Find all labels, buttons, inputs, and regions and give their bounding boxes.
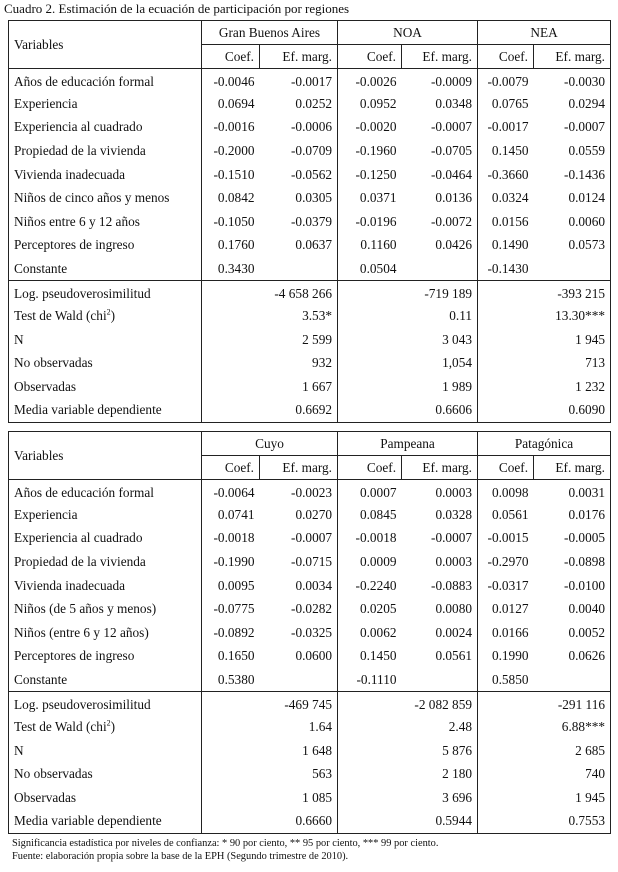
stat-value: 3 043 bbox=[338, 328, 478, 352]
ef-marg-header: Ef. marg. bbox=[402, 456, 478, 480]
ef-marg-value: 0.0559 bbox=[534, 139, 611, 163]
stat-row bbox=[9, 281, 611, 305]
ef-marg-value: 0.0328 bbox=[402, 503, 478, 527]
stat-value: 0.6692 bbox=[202, 399, 338, 423]
stat-label bbox=[9, 375, 202, 399]
ef-marg-value: 0.0348 bbox=[402, 92, 478, 116]
coef-value: -0.1990 bbox=[202, 550, 260, 574]
coef-value: -0.1960 bbox=[338, 139, 402, 163]
ef-marg-value: -0.0325 bbox=[260, 621, 338, 645]
stat-label bbox=[9, 786, 202, 810]
coef-value: 0.0845 bbox=[338, 503, 402, 527]
ef-marg-value: -0.0023 bbox=[260, 480, 338, 504]
variables-header: Variables bbox=[9, 432, 202, 480]
coef-value: 0.5850 bbox=[478, 668, 534, 692]
stat-value: 3.53* bbox=[202, 304, 338, 328]
regression-table-2 bbox=[8, 431, 611, 834]
stat-value: 713 bbox=[478, 352, 611, 376]
coef-header: Coef. bbox=[202, 456, 260, 480]
stat-label-text: Observadas bbox=[14, 790, 77, 806]
coef-header: Coef. bbox=[478, 45, 534, 69]
ef-marg-value: -0.0017 bbox=[260, 69, 338, 93]
ef-marg-value: -0.0100 bbox=[534, 574, 611, 598]
ef-marg-value bbox=[260, 257, 338, 281]
ef-marg-value: 0.0426 bbox=[402, 234, 478, 258]
ef-marg-value: -0.0715 bbox=[260, 550, 338, 574]
coef-value: 0.3430 bbox=[202, 257, 260, 281]
stat-value: 2 685 bbox=[478, 739, 611, 763]
table-row bbox=[9, 92, 611, 116]
coef-value: -0.0317 bbox=[478, 574, 534, 598]
coef-value: -0.2240 bbox=[338, 574, 402, 598]
ef-marg-value bbox=[260, 668, 338, 692]
ef-marg-value: 0.0024 bbox=[402, 621, 478, 645]
stat-value: 1 945 bbox=[478, 786, 611, 810]
coef-value: 0.0741 bbox=[202, 503, 260, 527]
variable-label: Experiencia al cuadrado bbox=[9, 527, 202, 551]
ef-marg-value: 0.0034 bbox=[260, 574, 338, 598]
stat-value: -719 189 bbox=[338, 281, 478, 305]
region-header: NOA bbox=[338, 21, 478, 45]
ef-marg-value bbox=[534, 257, 611, 281]
stat-row bbox=[9, 352, 611, 376]
coef-value: 0.0371 bbox=[338, 186, 402, 210]
coef-value: 0.5380 bbox=[202, 668, 260, 692]
variable-label: Constante bbox=[9, 668, 202, 692]
ef-marg-value: -0.0007 bbox=[402, 116, 478, 140]
coef-value: 0.0324 bbox=[478, 186, 534, 210]
table-row bbox=[9, 621, 611, 645]
ef-marg-value: -0.0007 bbox=[534, 116, 611, 140]
stat-row bbox=[9, 375, 611, 399]
coef-value: -0.0026 bbox=[338, 69, 402, 93]
region-header: Pampeana bbox=[338, 432, 478, 456]
coef-value: 0.0166 bbox=[478, 621, 534, 645]
table-row bbox=[9, 116, 611, 140]
stat-row bbox=[9, 399, 611, 423]
table-row bbox=[9, 550, 611, 574]
coef-value: -0.0018 bbox=[202, 527, 260, 551]
ef-marg-value: -0.0005 bbox=[534, 527, 611, 551]
stat-label bbox=[9, 739, 202, 763]
stat-label-text: No observadas bbox=[14, 766, 93, 782]
stat-value: 1,054 bbox=[338, 352, 478, 376]
coef-value: 0.0007 bbox=[338, 480, 402, 504]
ef-marg-value: -0.0709 bbox=[260, 139, 338, 163]
table-row bbox=[9, 480, 611, 504]
variable-label: Propiedad de la vivienda bbox=[9, 139, 202, 163]
coef-value: -0.2970 bbox=[478, 550, 534, 574]
regression-table-1 bbox=[8, 20, 611, 423]
ef-marg-value: 0.0294 bbox=[534, 92, 611, 116]
coef-value: 0.1990 bbox=[478, 645, 534, 669]
stat-row bbox=[9, 328, 611, 352]
region-header: Patagónica bbox=[478, 432, 611, 456]
variable-label: Experiencia bbox=[9, 503, 202, 527]
table-row bbox=[9, 186, 611, 210]
variable-label: Perceptores de ingreso bbox=[9, 234, 202, 258]
stat-row bbox=[9, 763, 611, 787]
coef-value: 0.1450 bbox=[338, 645, 402, 669]
stat-value: -291 116 bbox=[478, 692, 611, 716]
ef-marg-value: -0.0030 bbox=[534, 69, 611, 93]
stat-label bbox=[9, 304, 202, 328]
variable-label: Niños (entre 6 y 12 años) bbox=[9, 621, 202, 645]
coef-value: 0.0504 bbox=[338, 257, 402, 281]
variable-label: Vivienda inadecuada bbox=[9, 163, 202, 187]
variable-label: Niños (de 5 años y menos) bbox=[9, 597, 202, 621]
table-row bbox=[9, 163, 611, 187]
ef-marg-value: 0.0600 bbox=[260, 645, 338, 669]
variable-label: Años de educación formal bbox=[9, 480, 202, 504]
stat-label bbox=[9, 352, 202, 376]
variable-label: Perceptores de ingreso bbox=[9, 645, 202, 669]
coef-value: -0.1430 bbox=[478, 257, 534, 281]
stat-value: 2 180 bbox=[338, 763, 478, 787]
ef-marg-value bbox=[402, 257, 478, 281]
stat-value: -469 745 bbox=[202, 692, 338, 716]
table-notes bbox=[12, 837, 438, 863]
stat-value: 1 989 bbox=[338, 375, 478, 399]
coef-value: 0.0561 bbox=[478, 503, 534, 527]
ef-marg-value: 0.0252 bbox=[260, 92, 338, 116]
ef-marg-value bbox=[402, 668, 478, 692]
ef-marg-value: 0.0031 bbox=[534, 480, 611, 504]
coef-value: 0.0694 bbox=[202, 92, 260, 116]
stat-value: 932 bbox=[202, 352, 338, 376]
source-note: Fuente: elaboración propia sobre la base de la EPH (Segundo trimestre de 2010). bbox=[12, 851, 349, 862]
stat-value: 1 667 bbox=[202, 375, 338, 399]
ef-marg-value: -0.0379 bbox=[260, 210, 338, 234]
stat-value: -393 215 bbox=[478, 281, 611, 305]
coef-value: -0.0064 bbox=[202, 480, 260, 504]
stat-label-text: N bbox=[14, 331, 24, 347]
table-row bbox=[9, 139, 611, 163]
ef-marg-value: 0.0270 bbox=[260, 503, 338, 527]
stat-label-suffix: ) bbox=[110, 719, 116, 735]
ef-marg-header: Ef. marg. bbox=[402, 45, 478, 69]
ef-marg-header: Ef. marg. bbox=[260, 456, 338, 480]
ef-marg-value: -0.0007 bbox=[402, 527, 478, 551]
ef-marg-value: -0.0883 bbox=[402, 574, 478, 598]
coef-header: Coef. bbox=[202, 45, 260, 69]
stat-label-superscript: 2 bbox=[106, 718, 111, 728]
coef-value: -0.2000 bbox=[202, 139, 260, 163]
stat-label-text: Media variable dependiente bbox=[14, 402, 162, 418]
coef-value: 0.0952 bbox=[338, 92, 402, 116]
coef-header: Coef. bbox=[338, 456, 402, 480]
stat-label bbox=[9, 715, 202, 739]
stat-label-text: Test de Wald (chi bbox=[14, 308, 107, 324]
coef-value: -0.1510 bbox=[202, 163, 260, 187]
ef-marg-value: -0.0562 bbox=[260, 163, 338, 187]
ef-marg-value: -0.0007 bbox=[260, 527, 338, 551]
variables-header: Variables bbox=[9, 21, 202, 69]
stat-value: 0.7553 bbox=[478, 810, 611, 834]
variable-label: Años de educación formal bbox=[9, 69, 202, 93]
stat-label bbox=[9, 281, 202, 305]
stat-value: 2.48 bbox=[338, 715, 478, 739]
significance-note: Significancia estadística por niveles de confianza: * 90 por ciento, ** 95 por ciento, *** 99 por ciento. bbox=[12, 838, 439, 849]
stat-label bbox=[9, 399, 202, 423]
stat-label-text: Log. pseudoverosimilitud bbox=[14, 697, 151, 713]
stat-value: 0.6090 bbox=[478, 399, 611, 423]
ef-marg-value: 0.0573 bbox=[534, 234, 611, 258]
table-row bbox=[9, 234, 611, 258]
variable-label: Propiedad de la vivienda bbox=[9, 550, 202, 574]
ef-marg-value: 0.0637 bbox=[260, 234, 338, 258]
region-header: Gran Buenos Aires bbox=[202, 21, 338, 45]
coef-value: -0.0046 bbox=[202, 69, 260, 93]
stat-value: -2 082 859 bbox=[338, 692, 478, 716]
stat-label-superscript: 2 bbox=[106, 307, 111, 317]
ef-marg-value: 0.0561 bbox=[402, 645, 478, 669]
ef-marg-value: -0.0282 bbox=[260, 597, 338, 621]
stat-value: 740 bbox=[478, 763, 611, 787]
stat-value: 6.88*** bbox=[478, 715, 611, 739]
stat-label bbox=[9, 810, 202, 834]
coef-value: 0.1760 bbox=[202, 234, 260, 258]
coef-value: 0.0095 bbox=[202, 574, 260, 598]
ef-marg-header: Ef. marg. bbox=[534, 45, 611, 69]
stat-value: 5 876 bbox=[338, 739, 478, 763]
variable-label: Vivienda inadecuada bbox=[9, 574, 202, 598]
ef-marg-value: -0.0705 bbox=[402, 139, 478, 163]
coef-value: 0.1490 bbox=[478, 234, 534, 258]
header-row-regions bbox=[9, 21, 611, 45]
coef-value: 0.0765 bbox=[478, 92, 534, 116]
ef-marg-value: -0.0006 bbox=[260, 116, 338, 140]
coef-value: -0.0196 bbox=[338, 210, 402, 234]
stat-label-text: Media variable dependiente bbox=[14, 813, 162, 829]
coef-value: 0.0205 bbox=[338, 597, 402, 621]
stat-value: 0.11 bbox=[338, 304, 478, 328]
ef-marg-value: 0.0060 bbox=[534, 210, 611, 234]
stat-value: 0.6606 bbox=[338, 399, 478, 423]
coef-value: 0.1450 bbox=[478, 139, 534, 163]
ef-marg-value: 0.0176 bbox=[534, 503, 611, 527]
ef-marg-value: 0.0040 bbox=[534, 597, 611, 621]
stat-label-text: Test de Wald (chi bbox=[14, 719, 107, 735]
stat-value: -4 658 266 bbox=[202, 281, 338, 305]
coef-value: -0.1250 bbox=[338, 163, 402, 187]
ef-marg-value: 0.0080 bbox=[402, 597, 478, 621]
table-row bbox=[9, 668, 611, 692]
stat-row bbox=[9, 810, 611, 834]
variable-label: Niños de cinco años y menos bbox=[9, 186, 202, 210]
table-row bbox=[9, 574, 611, 598]
coef-value: -0.0775 bbox=[202, 597, 260, 621]
stat-label-suffix: ) bbox=[110, 308, 116, 324]
coef-header: Coef. bbox=[338, 45, 402, 69]
region-header: Cuyo bbox=[202, 432, 338, 456]
coef-value: 0.0009 bbox=[338, 550, 402, 574]
table-row bbox=[9, 503, 611, 527]
stat-row bbox=[9, 715, 611, 739]
coef-value: 0.1160 bbox=[338, 234, 402, 258]
coef-value: -0.0020 bbox=[338, 116, 402, 140]
stat-label-text: Log. pseudoverosimilitud bbox=[14, 286, 151, 302]
variable-label: Niños entre 6 y 12 años bbox=[9, 210, 202, 234]
table-row bbox=[9, 597, 611, 621]
coef-value: -0.0079 bbox=[478, 69, 534, 93]
ef-marg-value: 0.0003 bbox=[402, 550, 478, 574]
stat-label-text: No observadas bbox=[14, 355, 93, 371]
table-row bbox=[9, 210, 611, 234]
ef-marg-value: 0.0305 bbox=[260, 186, 338, 210]
stat-value: 0.5944 bbox=[338, 810, 478, 834]
stat-value: 3 696 bbox=[338, 786, 478, 810]
coef-value: -0.0892 bbox=[202, 621, 260, 645]
table-row bbox=[9, 645, 611, 669]
ef-marg-value bbox=[534, 668, 611, 692]
stat-row bbox=[9, 739, 611, 763]
coef-value: 0.0156 bbox=[478, 210, 534, 234]
stat-value: 2 599 bbox=[202, 328, 338, 352]
ef-marg-value: -0.0009 bbox=[402, 69, 478, 93]
stat-label-text: Observadas bbox=[14, 379, 77, 395]
stat-label bbox=[9, 763, 202, 787]
variable-label: Experiencia al cuadrado bbox=[9, 116, 202, 140]
stat-value: 13.30*** bbox=[478, 304, 611, 328]
stat-row bbox=[9, 304, 611, 328]
stat-label bbox=[9, 328, 202, 352]
table-row bbox=[9, 69, 611, 93]
coef-value: 0.0842 bbox=[202, 186, 260, 210]
coef-value: -0.0016 bbox=[202, 116, 260, 140]
stat-value: 563 bbox=[202, 763, 338, 787]
table-row bbox=[9, 527, 611, 551]
stat-value: 0.6660 bbox=[202, 810, 338, 834]
ef-marg-value: -0.0898 bbox=[534, 550, 611, 574]
stat-label bbox=[9, 692, 202, 716]
stat-value: 1 232 bbox=[478, 375, 611, 399]
stat-row bbox=[9, 692, 611, 716]
coef-value: -0.1110 bbox=[338, 668, 402, 692]
ef-marg-value: 0.0626 bbox=[534, 645, 611, 669]
coef-value: 0.0062 bbox=[338, 621, 402, 645]
ef-marg-header: Ef. marg. bbox=[534, 456, 611, 480]
ef-marg-value: -0.0464 bbox=[402, 163, 478, 187]
coef-value: -0.0017 bbox=[478, 116, 534, 140]
coef-value: -0.0015 bbox=[478, 527, 534, 551]
table-row bbox=[9, 257, 611, 281]
variable-label: Constante bbox=[9, 257, 202, 281]
ef-marg-value: 0.0124 bbox=[534, 186, 611, 210]
ef-marg-header: Ef. marg. bbox=[260, 45, 338, 69]
stat-label-text: N bbox=[14, 742, 24, 758]
table-caption: Cuadro 2. Estimación de la ecuación de participación por regiones bbox=[4, 1, 350, 16]
stat-row bbox=[9, 786, 611, 810]
coef-header: Coef. bbox=[478, 456, 534, 480]
region-header: NEA bbox=[478, 21, 611, 45]
stat-value: 1 648 bbox=[202, 739, 338, 763]
coef-value: 0.0127 bbox=[478, 597, 534, 621]
coef-value: -0.3660 bbox=[478, 163, 534, 187]
ef-marg-value: 0.0052 bbox=[534, 621, 611, 645]
ef-marg-value: 0.0003 bbox=[402, 480, 478, 504]
coef-value: 0.0098 bbox=[478, 480, 534, 504]
stat-value: 1 945 bbox=[478, 328, 611, 352]
stat-value: 1.64 bbox=[202, 715, 338, 739]
stat-value: 1 085 bbox=[202, 786, 338, 810]
header-row-regions bbox=[9, 432, 611, 456]
ef-marg-value: -0.0072 bbox=[402, 210, 478, 234]
coef-value: 0.1650 bbox=[202, 645, 260, 669]
variable-label: Experiencia bbox=[9, 92, 202, 116]
ef-marg-value: 0.0136 bbox=[402, 186, 478, 210]
ef-marg-value: -0.1436 bbox=[534, 163, 611, 187]
coef-value: -0.1050 bbox=[202, 210, 260, 234]
coef-value: -0.0018 bbox=[338, 527, 402, 551]
